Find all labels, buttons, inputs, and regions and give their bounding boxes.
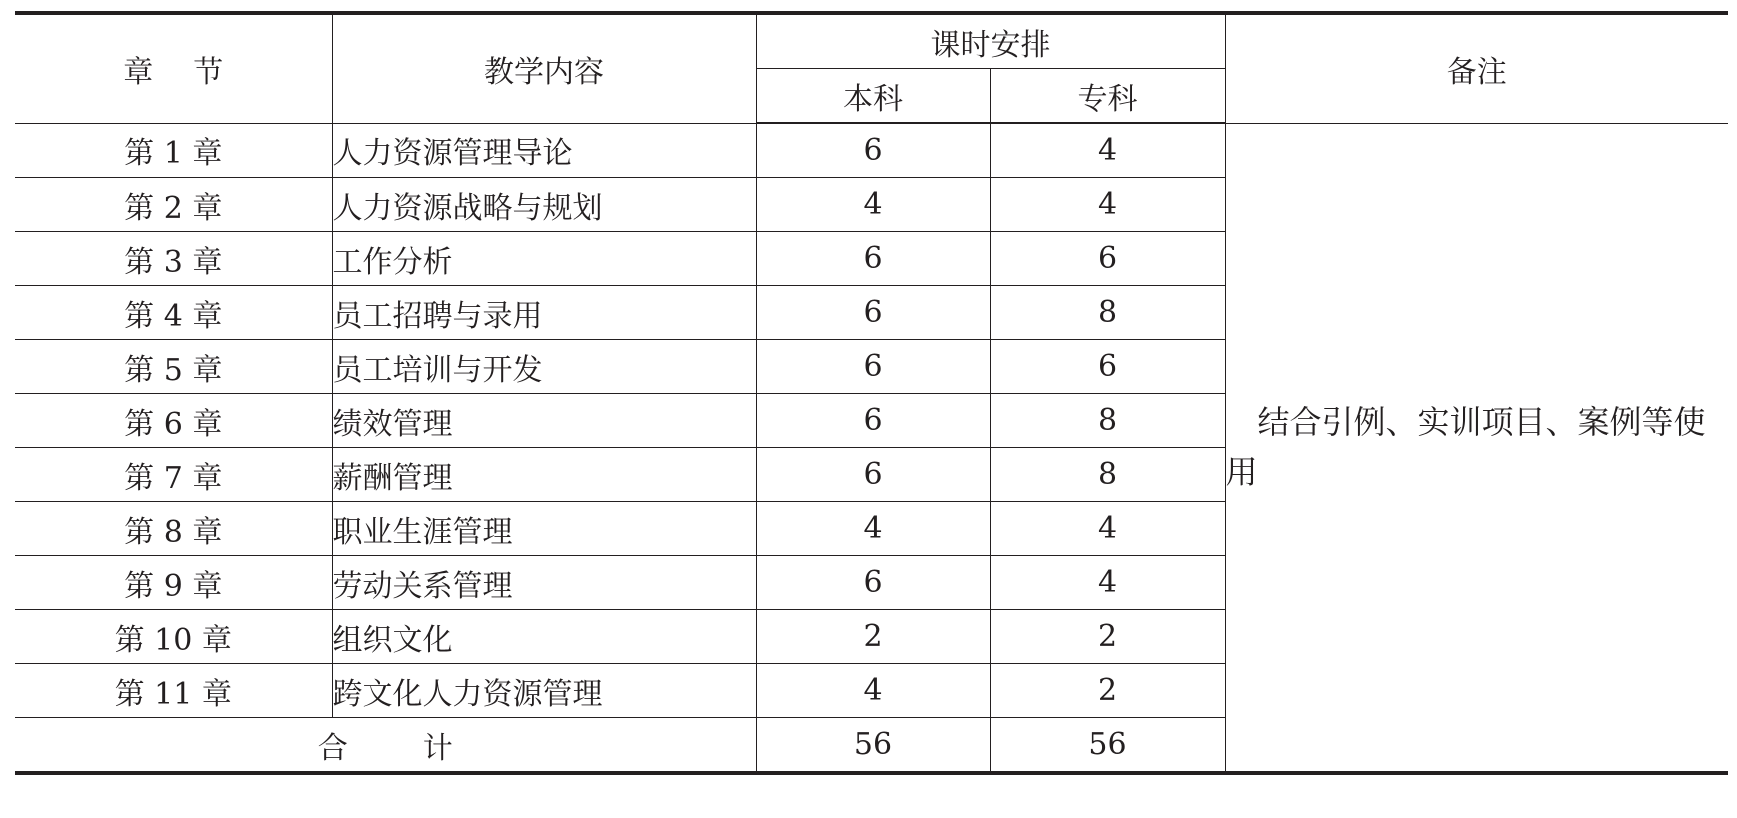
undergrad-hours-cell: 4 [756, 178, 990, 232]
undergrad-hours-cell: 6 [756, 286, 990, 340]
table-row [15, 123, 1728, 178]
junior-hours-cell: 4 [990, 178, 1225, 232]
junior-hours-cell: 8 [990, 286, 1225, 340]
chapter-cell: 第 3 章 [15, 232, 332, 286]
chapter-cell: 第 1 章 [15, 123, 332, 178]
course-schedule-table [15, 11, 1728, 775]
content-cell: 人力资源管理导论 [332, 123, 756, 178]
table-body [15, 123, 1728, 773]
header-content: 教学内容 [332, 13, 756, 123]
undergrad-hours-cell: 6 [756, 340, 990, 394]
undergrad-hours-cell: 6 [756, 232, 990, 286]
chapter-cell: 第 11 章 [15, 664, 332, 718]
total-label-cell [15, 718, 756, 774]
total-label-char-1: 合 [317, 730, 348, 766]
chapter-cell: 第 4 章 [15, 286, 332, 340]
content-cell: 劳动关系管理 [332, 556, 756, 610]
chapter-cell: 第 2 章 [15, 178, 332, 232]
header-chapter-char-1: 章 [123, 54, 154, 90]
content-cell: 绩效管理 [332, 394, 756, 448]
undergrad-hours-cell: 6 [756, 394, 990, 448]
junior-hours-cell: 4 [990, 502, 1225, 556]
junior-hours-cell: 2 [990, 664, 1225, 718]
junior-hours-cell: 2 [990, 610, 1225, 664]
header-junior: 专科 [990, 69, 1225, 124]
content-cell: 工作分析 [332, 232, 756, 286]
chapter-cell: 第 9 章 [15, 556, 332, 610]
chapter-cell: 第 6 章 [15, 394, 332, 448]
junior-hours-cell: 6 [990, 232, 1225, 286]
content-cell: 薪酬管理 [332, 448, 756, 502]
table-header [15, 13, 1728, 123]
junior-hours-cell: 4 [990, 123, 1225, 178]
undergrad-hours-cell: 2 [756, 610, 990, 664]
header-remark: 备注 [1225, 13, 1728, 123]
content-cell: 人力资源战略与规划 [332, 178, 756, 232]
header-chapter-char-2: 节 [193, 54, 224, 90]
chapter-cell: 第 5 章 [15, 340, 332, 394]
junior-hours-cell: 6 [990, 340, 1225, 394]
content-cell: 组织文化 [332, 610, 756, 664]
remark-cell [1225, 123, 1728, 773]
junior-hours-cell: 8 [990, 448, 1225, 502]
undergrad-hours-cell: 6 [756, 448, 990, 502]
content-cell: 职业生涯管理 [332, 502, 756, 556]
header-hours: 课时安排 [756, 13, 1225, 69]
chapter-cell: 第 8 章 [15, 502, 332, 556]
undergrad-hours-cell: 6 [756, 556, 990, 610]
junior-hours-cell: 8 [990, 394, 1225, 448]
undergrad-hours-cell: 4 [756, 664, 990, 718]
total-junior-cell: 56 [990, 718, 1225, 774]
total-undergrad-cell: 56 [756, 718, 990, 774]
undergrad-hours-cell: 6 [756, 123, 990, 178]
remark-text: 结合引例、实训项目、案例等使用 [1225, 403, 1706, 492]
content-cell: 员工招聘与录用 [332, 286, 756, 340]
header-undergrad: 本科 [756, 69, 990, 124]
header-chapter [15, 13, 332, 123]
junior-hours-cell: 4 [990, 556, 1225, 610]
undergrad-hours-cell: 4 [756, 502, 990, 556]
chapter-cell: 第 10 章 [15, 610, 332, 664]
total-label-char-2: 计 [422, 730, 453, 766]
content-cell: 员工培训与开发 [332, 340, 756, 394]
content-cell: 跨文化人力资源管理 [332, 664, 756, 718]
chapter-cell: 第 7 章 [15, 448, 332, 502]
